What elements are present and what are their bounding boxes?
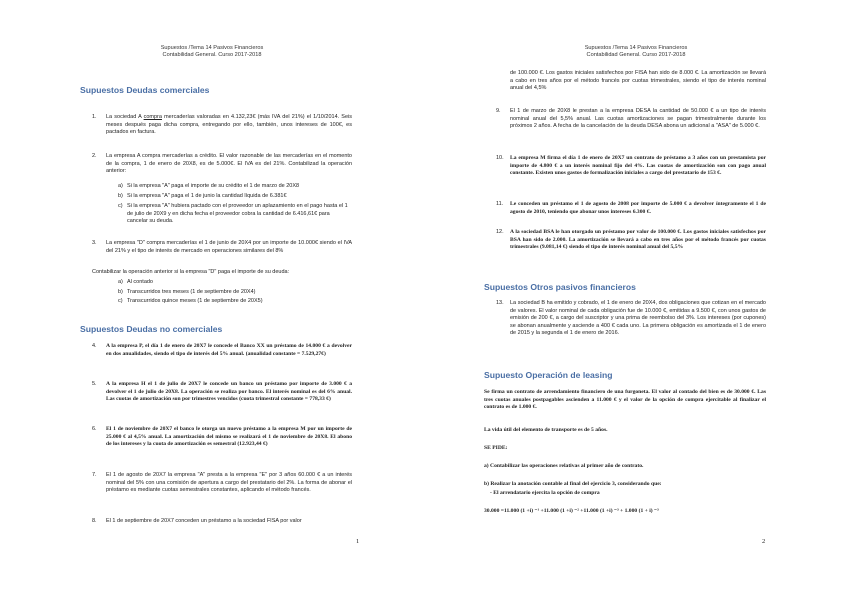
leasing-paragraph: b) Realizar la anotación contable al final del ejercicio 3, considerando que: [484,481,662,487]
list-item [92,114,352,144]
sub-item-text: Si la empresa "A" paga el 1 de junio la cantidad líquida de 6.381€ [127,193,287,199]
paragraph: Contabilizar la operación anterior si la empresa "D" paga el importe de su deuda: [92,269,290,275]
item-text-post: mercaderías valoradas en 4.132,23€ (más IVA del 21%) el 1/10/2014. Seis meses después paga dicha compra, entregando por ello, también, unos intereses de 100€, es pactados en factura. [106,114,352,135]
sub-item-text: Al contado [127,279,153,285]
section-heading-deudas-no-comerciales: Supuestos Deudas no comerciales [80,324,223,334]
page-header [0,45,424,59]
sub-item-text: Transcurridos quince meses (1 de septiembre de 20X5) [127,298,263,304]
section-heading-leasing: Supuesto Operación de leasing [484,370,613,380]
list-item [92,426,352,466]
item-number: 2. [92,153,97,159]
item-text: El 1 de septiembre de 20X7 conceden un préstamo a la sociedad FISA por valor [106,518,302,524]
sub-item-text: Transcurridos tres meses (1 de septiembre de 20X4) [127,289,256,295]
item-text-underlined: compra [143,114,162,120]
leasing-paragraph: - El arrendatario ejercita la opción de compra [490,490,600,496]
list-item [496,201,766,221]
sub-item-text: Si la empresa "A" hubiera pactado con el proveedor un aplazamiento en el pago hasta el 1 de julio de 20X9 y en dicha fecha el proveedor cobra la cantidad de 6.416,61€ para cancelar su deuda. [127,203,348,224]
sub-item-letter: b) [118,289,123,295]
sub-item-letter: a) [118,279,123,285]
header-line-2: Contabilidad General. Curso 2017-2018 [586,52,686,58]
list-item [92,153,352,183]
page-number: 1 [356,538,360,545]
item-text: El 1 de marzo de 20X8 le prestan a la empresa DESA la cantidad de 50.000 € a un tipo de interés nominal anual del 5,5% anual. Las cuotas amortizaciones se pagan trimestralmente durante los próximos 2 años. A fecha de la cancelación de la deuda DESA abona un adicional a "ASA" de 5.000 €. [510,108,766,129]
sub-item-letter: c) [118,298,123,304]
leasing-paragraph: Se firma un contrato de arrendamiento financiero de una furgoneta. El valor al contado del bien es de 30.000 €. Las tres cuotas anuales postpagables ascienden a 11.000 € y el valor de la opción de compra ejercitable al finalizar el contrato es de 1.000 €. [484,389,766,410]
sub-item-letter: b) [118,193,123,199]
page-right [424,0,848,599]
item-number: 13. [496,300,504,306]
continued-paragraph: de 100.000 €. Los gastos iniciales satisfechos por FISA han sido de 8.000 €. La amortización se llevará a cabo en tres años por el método francés por cuotas trimestrales, siendo el tipo de interés nominal anual del 4,5% [510,70,766,91]
header-line-2: Contabilidad General. Curso 2017-2018 [162,52,262,58]
list-item [92,240,352,270]
list-item [496,108,766,148]
leasing-paragraph: SE PIDE: [484,445,508,451]
leasing-paragraph: La vida útil del elemento de transporte es de 5 años. [484,427,608,433]
item-number: 4. [92,343,97,349]
page-header [424,45,848,59]
item-number: 11. [496,201,504,207]
sub-item-text: Si la empresa "A" paga el importe de su crédito el 1 de marzo de 20X8 [127,183,300,189]
item-number: 7. [92,472,97,478]
item-number: 1. [92,114,97,120]
leasing-paragraph: a) Contabilizar las operaciones relativas al primer año de contrato. [484,463,644,469]
list-item [496,155,766,195]
header-line-1: Supuestos /Tema 14 Pasivos Financieros [160,45,264,51]
item-text: La empresa A compra mercaderías a crédito. El valor razonable de las mercaderías en el momento de la compra, 1 de enero de 20X8, es de 5.000€. El IVA es del 21%. Contabilizad la operación anterior: [106,153,352,174]
item-number: 12. [496,229,504,235]
item-number: 9. [496,108,501,114]
item-text [106,114,352,137]
sub-item-letter: c) [118,203,123,209]
item-number: 5. [92,381,97,387]
section-heading-deudas-comerciales: Supuestos Deudas comerciales [80,85,210,95]
list-item [92,472,352,512]
item-text-pre: La sociedad A [106,114,144,120]
item-text: A la empresa H el 1 de julio de 20X7 le concede un banco un préstamo por importe de 3.000 € a devolver el 1 de julio de 20X8. La operación se realiza por banco. El interés nominal es del 6% anual. Las cuotas de amortización son por trimestres vencidos (cuota trimestral constante = 778,33 €) [106,381,352,402]
list-item [92,343,352,373]
item-number: 8. [92,518,97,524]
sub-item-letter: a) [118,183,123,189]
list-item [92,518,352,528]
item-text: El 1 de agosto de 20X7 la empresa "A" presta a la empresa "E" por 3 años 60.000 € a un interés nominal del 5% con una comisión de apertura a cargo del prestatario del 2%. La forma de abonar el préstamo es mediante cuotas semestrales constantes, aplicando el método francés. [106,472,352,493]
item-number: 10. [496,155,504,161]
item-text: El 1 de noviembre de 20X7 el banco le otorga un nuevo préstamo a la empresa M por un importe de 25.000 € al 4,5% anual. La amortización del mismo se realizará el 1 de noviembre de 20X8. El abono de los intereses y la cuota de amortización es semestral (12.923,44 €) [106,426,352,447]
list-item [496,300,766,350]
item-text: A la sociedad BSA le han otorgado un préstamo por valor de 100.000 €. Los gastos iniciales satisfechos por BSA han sido de 2.000. La amortización se llevará a cabo en tres años por el método francés por cuotas trimestrales (9.081,14 €) siendo el tipo de interés nominal anual del 5,5% [510,229,766,250]
item-number: 6. [92,426,97,432]
header-line-1: Supuestos /Tema 14 Pasivos Financieros [584,45,688,51]
item-text: La empresa M firma el día 1 de enero de 20X7 un contrato de préstamo a 3 años con un prestamista por importe de 4.800 € a un interés nominal fijo del 4%. Las cuotas de amortización son con pago anual constante. Existen unos gastos de formalización iniciales a cargo del prestatario de 153 €. [510,155,766,176]
page-number: 2 [762,538,766,545]
item-text: La empresa "D" compra mercaderías el 1 de junio de 20X4 por un importe de 10.000€ siendo el IVA del 21% y el tipo de interés de mercado en operaciones similares del 8% [106,240,352,254]
leasing-formula: 30.000 =11.000 (1 +i) ⁻¹ +11.000 (1 +i) ⁻² +11.000 (1 +i) ⁻³ + 1.000 (1 + i) ⁻³ [484,508,659,514]
item-text: A la empresa P, el día 1 de enero de 20X7 le concede el Banco XX un préstamo de 14.000 € a devolver en dos anualidades, siendo el tipo de interés del 5% anual. (anualidad constante = 7.529,27€) [106,343,352,357]
item-text: Le conceden un préstamo el 1 de agosto de 2008 por importe de 5.000 € a devolver íntegramente el 1 de agosto de 2010, teniendo que abonar unos intereses 6.300 €. [510,201,766,215]
list-item [496,229,766,259]
list-item [92,381,352,421]
item-number: 3. [92,240,97,246]
section-heading-otros-pasivos: Supuestos Otros pasivos financieros [484,282,636,292]
item-text: La sociedad B ha emitido y cobrado, el 1 de enero de 20X4, dos obligaciones que cotizan en el mercado de valores. El valor nominal de cada obligación fue de 10.000 €, emitidas a 9.500 €, con unos gastos de emisión de 200 €, a cargo del suscriptor y una prima de reembolso del 3%. Los intereses (por cupones) se abonan anualmente y asciende a 400 € cada uno. La primera obligación es amortizada el 1 de enero de 2015 y la segunda el 1 de enero de 2016. [510,300,766,336]
